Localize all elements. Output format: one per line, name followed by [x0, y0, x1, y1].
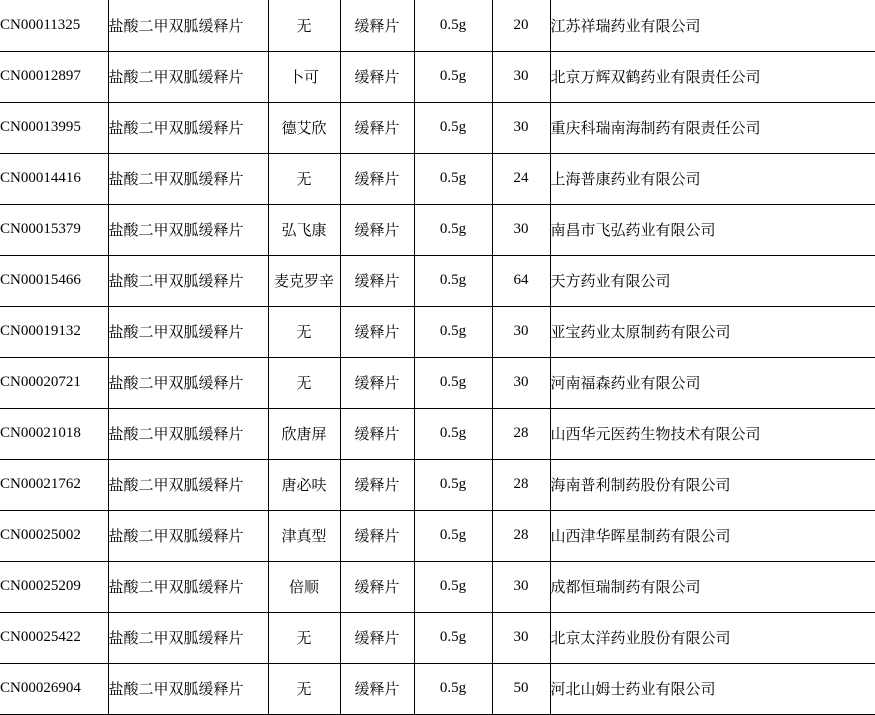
manufacturer-cell: 亚宝药业太原制药有限公司: [550, 306, 875, 357]
brand-name-cell: 无: [268, 663, 340, 714]
package-quantity-cell: 28: [492, 408, 550, 459]
specification-cell: 0.5g: [414, 612, 492, 663]
brand-name-cell: 无: [268, 153, 340, 204]
table-row: [0, 459, 875, 510]
dosage-form-cell: 缓释片: [340, 102, 414, 153]
specification-cell: 0.5g: [414, 408, 492, 459]
brand-name-cell: 倍顺: [268, 561, 340, 612]
package-quantity-cell: 20: [492, 0, 550, 51]
dosage-form-cell: 缓释片: [340, 459, 414, 510]
generic-name-cell: 盐酸二甲双胍缓释片: [108, 459, 268, 510]
brand-name-cell: 弘飞康: [268, 204, 340, 255]
table-row: [0, 663, 875, 714]
drug-code-cell: CN00025422: [0, 612, 108, 663]
package-quantity-cell: 28: [492, 459, 550, 510]
table-row: [0, 255, 875, 306]
dosage-form-cell: 缓释片: [340, 510, 414, 561]
drug-code-cell: CN00026904: [0, 663, 108, 714]
generic-name-cell: 盐酸二甲双胍缓释片: [108, 51, 268, 102]
drug-code-cell: CN00013995: [0, 102, 108, 153]
table-row: [0, 612, 875, 663]
brand-name-cell: 欣唐屏: [268, 408, 340, 459]
generic-name-cell: 盐酸二甲双胍缓释片: [108, 663, 268, 714]
brand-name-cell: 津真型: [268, 510, 340, 561]
drug-code-cell: CN00014416: [0, 153, 108, 204]
generic-name-cell: 盐酸二甲双胍缓释片: [108, 408, 268, 459]
drug-code-cell: CN00015466: [0, 255, 108, 306]
table-row: [0, 204, 875, 255]
specification-cell: 0.5g: [414, 459, 492, 510]
drug-code-cell: CN00020721: [0, 357, 108, 408]
table-row: [0, 153, 875, 204]
drug-code-cell: CN00021762: [0, 459, 108, 510]
dosage-form-cell: 缓释片: [340, 408, 414, 459]
manufacturer-cell: 北京太洋药业股份有限公司: [550, 612, 875, 663]
brand-name-cell: 无: [268, 357, 340, 408]
specification-cell: 0.5g: [414, 663, 492, 714]
brand-name-cell: 无: [268, 0, 340, 51]
specification-cell: 0.5g: [414, 153, 492, 204]
table-row: [0, 0, 875, 51]
drug-code-cell: CN00025209: [0, 561, 108, 612]
package-quantity-cell: 30: [492, 51, 550, 102]
drug-code-cell: CN00019132: [0, 306, 108, 357]
manufacturer-cell: 北京万辉双鹤药业有限责任公司: [550, 51, 875, 102]
brand-name-cell: 卜可: [268, 51, 340, 102]
generic-name-cell: 盐酸二甲双胍缓释片: [108, 561, 268, 612]
brand-name-cell: 无: [268, 612, 340, 663]
dosage-form-cell: 缓释片: [340, 255, 414, 306]
specification-cell: 0.5g: [414, 204, 492, 255]
specification-cell: 0.5g: [414, 306, 492, 357]
package-quantity-cell: 30: [492, 102, 550, 153]
drug-code-cell: CN00021018: [0, 408, 108, 459]
generic-name-cell: 盐酸二甲双胍缓释片: [108, 0, 268, 51]
brand-name-cell: 唐必呋: [268, 459, 340, 510]
dosage-form-cell: 缓释片: [340, 51, 414, 102]
table-row: [0, 561, 875, 612]
generic-name-cell: 盐酸二甲双胍缓释片: [108, 153, 268, 204]
package-quantity-cell: 30: [492, 357, 550, 408]
manufacturer-cell: 江苏祥瑞药业有限公司: [550, 0, 875, 51]
manufacturer-cell: 重庆科瑞南海制药有限责任公司: [550, 102, 875, 153]
generic-name-cell: 盐酸二甲双胍缓释片: [108, 255, 268, 306]
drug-code-cell: CN00012897: [0, 51, 108, 102]
package-quantity-cell: 30: [492, 306, 550, 357]
brand-name-cell: 麦克罗辛: [268, 255, 340, 306]
generic-name-cell: 盐酸二甲双胍缓释片: [108, 357, 268, 408]
drug-code-cell: CN00025002: [0, 510, 108, 561]
dosage-form-cell: 缓释片: [340, 357, 414, 408]
manufacturer-cell: 山西华元医药生物技术有限公司: [550, 408, 875, 459]
table-row: [0, 306, 875, 357]
table-row: [0, 102, 875, 153]
package-quantity-cell: 24: [492, 153, 550, 204]
generic-name-cell: 盐酸二甲双胍缓释片: [108, 510, 268, 561]
manufacturer-cell: 成都恒瑞制药有限公司: [550, 561, 875, 612]
generic-name-cell: 盐酸二甲双胍缓释片: [108, 612, 268, 663]
brand-name-cell: 德艾欣: [268, 102, 340, 153]
dosage-form-cell: 缓释片: [340, 306, 414, 357]
generic-name-cell: 盐酸二甲双胍缓释片: [108, 102, 268, 153]
drug-code-cell: CN00015379: [0, 204, 108, 255]
specification-cell: 0.5g: [414, 510, 492, 561]
generic-name-cell: 盐酸二甲双胍缓释片: [108, 204, 268, 255]
table-row: [0, 357, 875, 408]
table-row: [0, 51, 875, 102]
manufacturer-cell: 海南普利制药股份有限公司: [550, 459, 875, 510]
manufacturer-cell: 山西津华晖星制药有限公司: [550, 510, 875, 561]
package-quantity-cell: 30: [492, 204, 550, 255]
table-row: [0, 408, 875, 459]
specification-cell: 0.5g: [414, 0, 492, 51]
specification-cell: 0.5g: [414, 561, 492, 612]
package-quantity-cell: 30: [492, 561, 550, 612]
package-quantity-cell: 30: [492, 612, 550, 663]
specification-cell: 0.5g: [414, 51, 492, 102]
generic-name-cell: 盐酸二甲双胍缓释片: [108, 306, 268, 357]
dosage-form-cell: 缓释片: [340, 612, 414, 663]
dosage-form-cell: 缓释片: [340, 561, 414, 612]
manufacturer-cell: 上海普康药业有限公司: [550, 153, 875, 204]
manufacturer-cell: 天方药业有限公司: [550, 255, 875, 306]
specification-cell: 0.5g: [414, 357, 492, 408]
manufacturer-cell: 南昌市飞弘药业有限公司: [550, 204, 875, 255]
brand-name-cell: 无: [268, 306, 340, 357]
package-quantity-cell: 64: [492, 255, 550, 306]
manufacturer-cell: 河北山姆士药业有限公司: [550, 663, 875, 714]
dosage-form-cell: 缓释片: [340, 153, 414, 204]
dosage-form-cell: 缓释片: [340, 663, 414, 714]
table-row: [0, 510, 875, 561]
package-quantity-cell: 50: [492, 663, 550, 714]
package-quantity-cell: 28: [492, 510, 550, 561]
drug-code-cell: CN00011325: [0, 0, 108, 51]
dosage-form-cell: 缓释片: [340, 204, 414, 255]
specification-cell: 0.5g: [414, 255, 492, 306]
specification-cell: 0.5g: [414, 102, 492, 153]
manufacturer-cell: 河南福森药业有限公司: [550, 357, 875, 408]
dosage-form-cell: 缓释片: [340, 0, 414, 51]
